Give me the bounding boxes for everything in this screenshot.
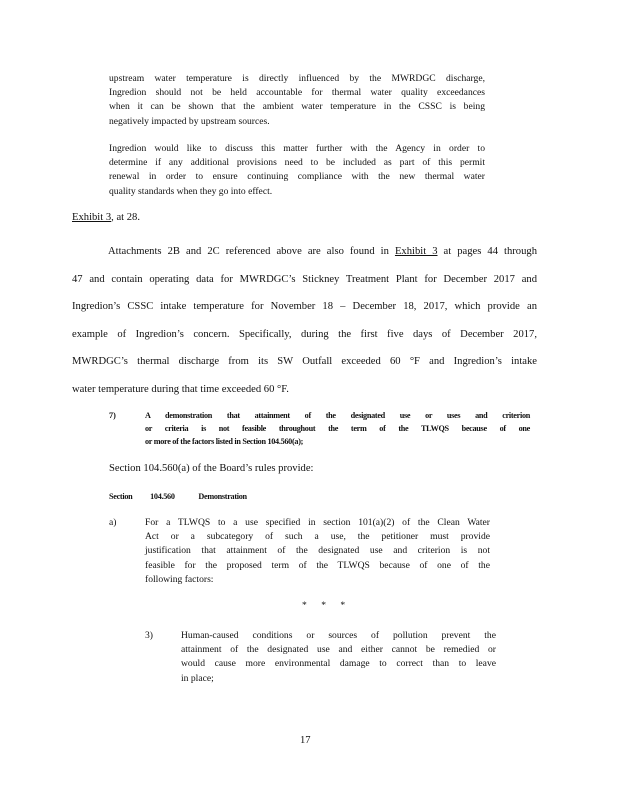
item-3-number: 3) <box>145 630 153 641</box>
quote-line: upstream water temperature is directly influenced by the MWRDGC discharge, <box>109 73 485 84</box>
paragraph-text: at pages 44 through <box>437 246 537 257</box>
quote-line: negatively impacted by upstream sources. <box>109 115 270 127</box>
item-line: in place; <box>181 672 214 684</box>
quote-line: when it can be shown that the ambient water temperature in the CSSC is being <box>109 101 485 113</box>
item-line: Human-caused conditions or sources of pollution prevent the <box>181 630 496 641</box>
quote-line: Ingredion should not be held accountable for thermal water quality exceedances <box>109 87 485 99</box>
item-a-text <box>145 516 490 587</box>
quote-line: determine if any additional provisions need to be included as part of this permit <box>109 157 485 169</box>
item-line: or more of the factors listed in Section 104.560(a); <box>145 437 304 446</box>
item-line: would cause more environmental damage to correct than to leave <box>181 658 496 670</box>
section-heading <box>109 490 247 503</box>
item-line: attainment of the designated use and either cannot be remedied or <box>181 644 496 656</box>
block-quote-1 <box>109 72 485 129</box>
paragraph-text: Attachments 2B and 2C referenced above are also found in <box>108 246 395 257</box>
item-line: For a TLWQS to a use specified in section 101(a)(2) of the Clean Water <box>145 517 490 528</box>
item-line: feasible for the proposed term of the TLWQS because of one of the <box>145 559 490 571</box>
paragraph-line: 47 and contain operating data for MWRDGC’s Stickney Treatment Plant for December 2017 and <box>72 273 537 285</box>
exhibit-reference: Exhibit 3 <box>72 212 112 223</box>
citation-page: , at 28. <box>111 212 140 223</box>
item-7-text <box>145 409 530 448</box>
item-line: justification that attainment of the designated use and criterion is not <box>145 545 490 557</box>
quote-line: Ingredion would like to discuss this matter further with the Agency in order to <box>109 143 485 154</box>
section-intro: Section 104.560(a) of the Board’s rules provide: <box>109 463 314 474</box>
section-number: 104.560 <box>150 492 175 501</box>
item-line: following factors: <box>145 573 214 585</box>
paragraph-line: MWRDGC’s thermal discharge from its SW Outfall exceeded 60 °F and Ingredion’s intake <box>72 356 537 367</box>
item-line: Act or a subcategory of such a use, the petitioner must provide <box>145 531 490 543</box>
item-a-label: a) <box>109 517 117 528</box>
paragraph-line <box>72 238 537 266</box>
page-number: 17 <box>300 735 311 746</box>
item-7-number: 7) <box>109 411 116 420</box>
paragraph-line: example of Ingredion’s concern. Specifically, during the first five days of December 2017, <box>72 328 537 340</box>
quote-line: renewal in order to ensure continuing compliance with the new thermal water <box>109 171 485 183</box>
paragraph-line: Ingredion’s CSSC intake temperature for November 18 – December 18, 2017, which provide an <box>72 301 537 312</box>
section-word: Section <box>109 492 133 501</box>
omission-marks: * * * <box>302 600 346 611</box>
item-line: A demonstration that attainment of the designated use or uses and criterion <box>145 411 530 420</box>
quote-line: quality standards when they go into effect. <box>109 185 273 197</box>
exhibit-reference: Exhibit 3 <box>394 246 438 257</box>
section-title: Demonstration <box>198 492 247 501</box>
item-line: or criteria is not feasible throughout the term of the TLWQS because of one <box>145 424 530 433</box>
paragraph-line: water temperature during that time exceeded 60 °F. <box>72 383 289 395</box>
citation <box>72 211 140 225</box>
body-paragraph <box>72 238 537 403</box>
block-quote-2 <box>109 142 485 199</box>
item-3-text <box>181 629 496 686</box>
